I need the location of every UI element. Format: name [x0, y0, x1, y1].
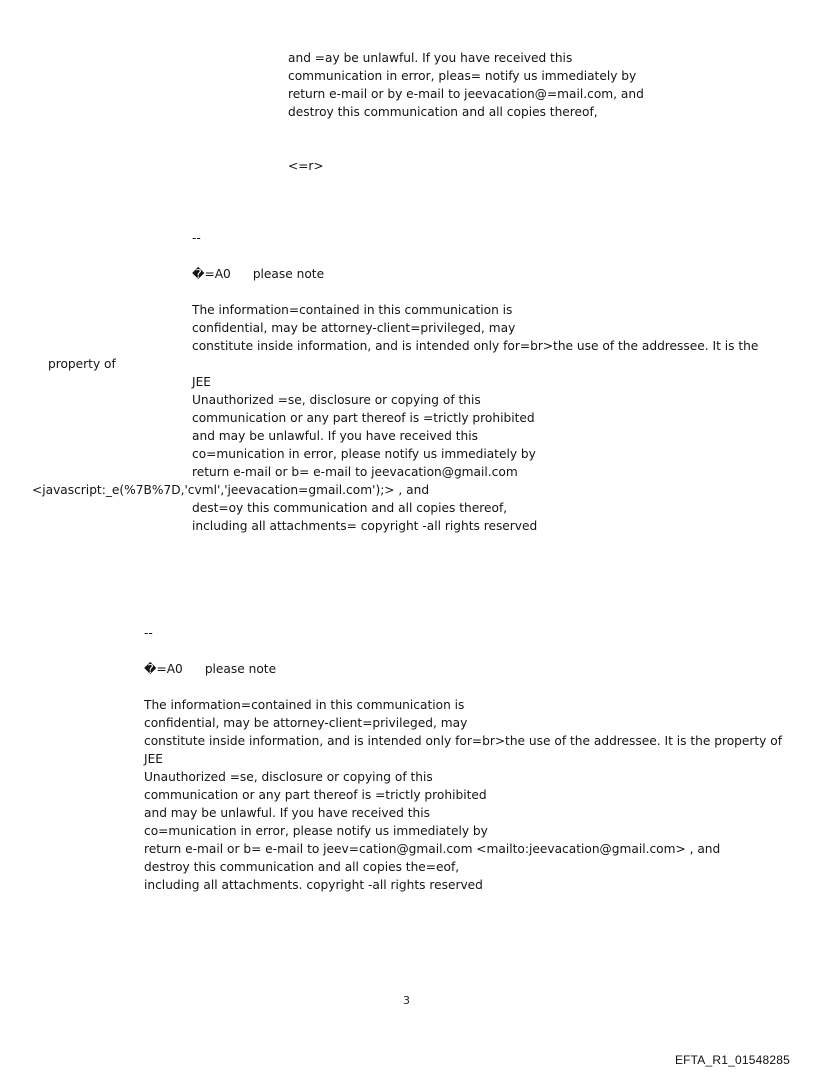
- block1-line-3: return e-mail or by e-mail to jeevacation@=mail.com, and: [288, 87, 644, 101]
- block2-line-8: and may be unlawful. If you have received this: [192, 429, 478, 443]
- block2-line-6: Unauthorized =se, disclosure or copying of this: [192, 393, 481, 407]
- block2-line-12: dest=oy this communication and all copies thereof,: [192, 501, 508, 515]
- block1-line-1: and =ay be unlawful. If you have received this: [288, 51, 573, 65]
- block3-line-1: The information=contained in this communication is: [144, 698, 465, 712]
- block2-line-3: constitute inside information, and is intended only for=br>the use of the addressee. It is the: [192, 339, 759, 353]
- block2-line-2: confidential, may be attorney-client=privileged, may: [192, 321, 516, 335]
- block2-note-prefix: �=A0: [192, 267, 231, 281]
- page-number: 3: [403, 994, 410, 1007]
- block1-line-2: communication in error, pleas= notify us immediately by: [288, 69, 637, 83]
- block2-note-label: please note: [252, 267, 325, 281]
- block3-line-5: Unauthorized =se, disclosure or copying of this: [144, 770, 433, 784]
- block3-line-9: return e-mail or b= e-mail to jeev=cation@gmail.com <mailto:jeevacation@gmail.com> , and: [144, 842, 721, 856]
- block3-line-4: JEE: [144, 752, 163, 766]
- block1-br-tag: <=r>: [288, 159, 324, 173]
- block3-dashes: --: [144, 626, 153, 640]
- block3-line-6: communication or any part thereof is =trictly prohibited: [144, 788, 487, 802]
- block2-line-9: co=munication in error, please notify us immediately by: [192, 447, 536, 461]
- document-id-footer: EFTA_R1_01548285: [674, 1053, 790, 1067]
- block3-line-7: and may be unlawful. If you have received this: [144, 806, 430, 820]
- block2-line-11: <javascript:_e(%7B%7D,'cvml','jeevacation=gmail.com');> , and: [32, 483, 430, 497]
- block3-note-prefix: �=A0: [144, 662, 183, 676]
- block2-line-13: including all attachments= copyright -all rights reserved: [192, 519, 538, 533]
- block3-line-3: constitute inside information, and is intended only for=br>the use of the addressee. It is the property of: [144, 734, 783, 748]
- block1-line-4: destroy this communication and all copies thereof,: [288, 105, 598, 119]
- block3-note-label: please note: [204, 662, 277, 676]
- block2-line-7: communication or any part thereof is =trictly prohibited: [192, 411, 535, 425]
- block3-line-11: including all attachments. copyright -all rights reserved: [144, 878, 483, 892]
- block2-note: [192, 265, 324, 283]
- block2-line-10: return e-mail or b= e-mail to jeevacation@gmail.com: [192, 465, 518, 479]
- block3-line-2: confidential, may be attorney-client=privileged, may: [144, 716, 468, 730]
- block3-line-10: destroy this communication and all copies the=eof,: [144, 860, 460, 874]
- block2-line-5: JEE: [192, 375, 211, 389]
- block2-line-4: property of: [48, 357, 116, 371]
- block3-line-8: co=munication in error, please notify us immediately by: [144, 824, 488, 838]
- block2-line-1: The information=contained in this communication is: [192, 303, 513, 317]
- block3-note: [144, 660, 276, 678]
- block2-dashes: --: [192, 231, 201, 245]
